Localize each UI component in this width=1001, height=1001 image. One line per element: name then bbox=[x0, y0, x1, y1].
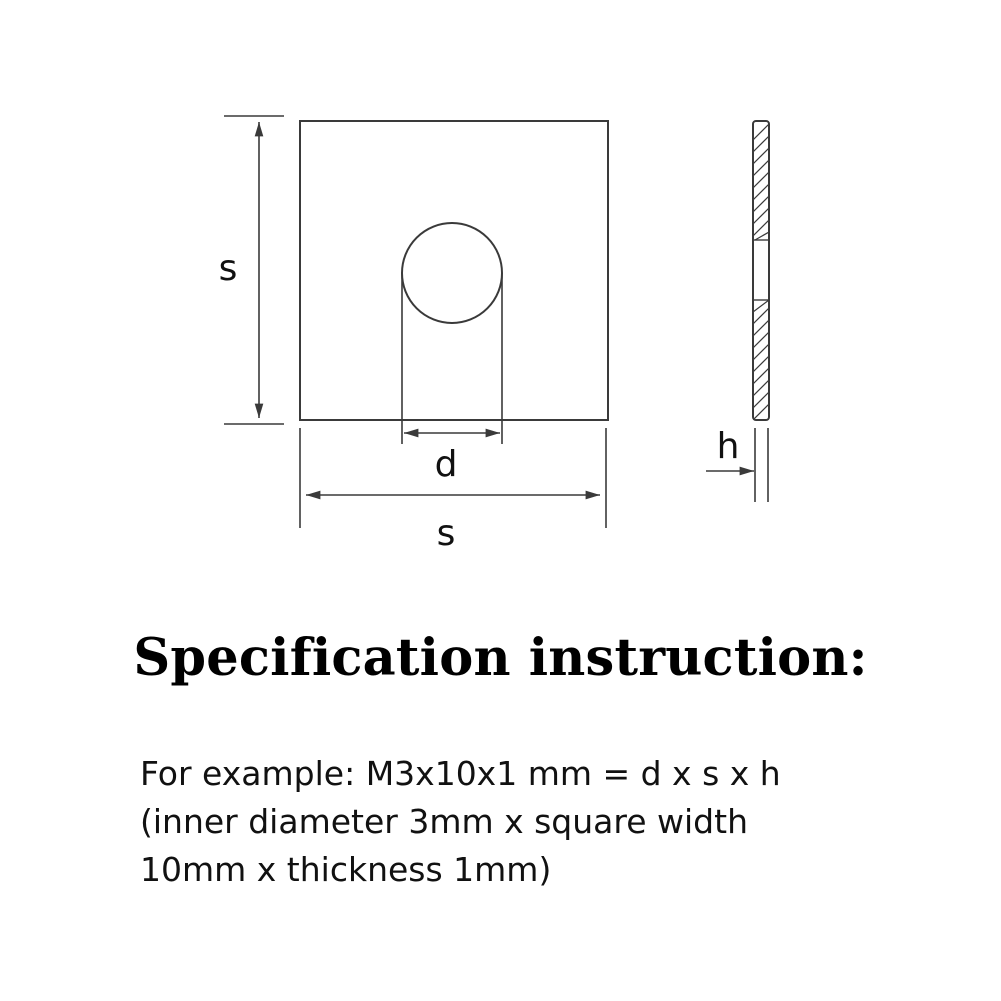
section-hatch-upper bbox=[753, 124, 769, 240]
h-label: h bbox=[716, 426, 740, 467]
description-line-3: 10mm x thickness 1mm) bbox=[140, 850, 552, 889]
washer-square-outline bbox=[300, 121, 608, 420]
description-line-2: (inner diameter 3mm x square width bbox=[140, 802, 748, 841]
description-line-1: For example: M3x10x1 mm = d x s x h bbox=[140, 754, 781, 793]
washer-side-section bbox=[753, 121, 769, 420]
specification-heading: Specification instruction: bbox=[133, 628, 868, 688]
washer-hole bbox=[402, 223, 502, 323]
side-outline bbox=[753, 121, 769, 420]
section-hatch-lower bbox=[753, 300, 769, 420]
s-vertical-label: s bbox=[218, 248, 238, 289]
d-label: d bbox=[434, 444, 458, 485]
specification-description bbox=[140, 750, 960, 894]
s-horizontal-label: s bbox=[436, 513, 456, 554]
